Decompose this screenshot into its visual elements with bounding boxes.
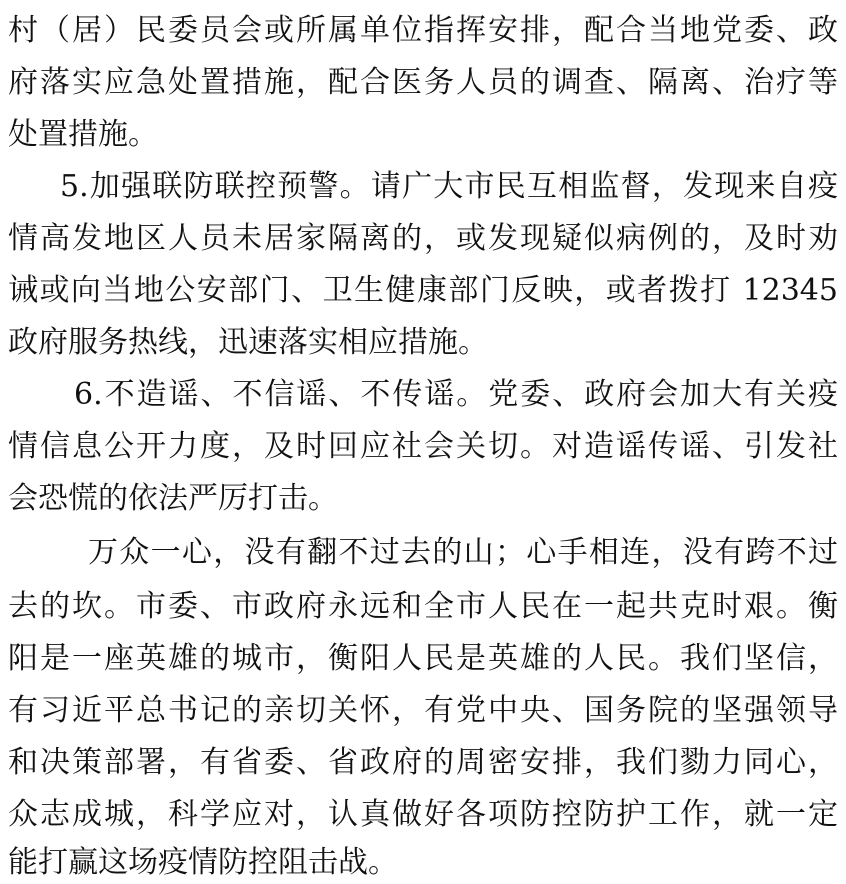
closing-last-line: 能打赢这场疫情防控阻击战。 [8,846,398,880]
closing-line: 有习近平总书记的亲切关怀，有党中央、国务院的坚强领导 [8,694,838,728]
item-5-line: 政府服务热线，迅速落实相应措施。 [8,326,488,360]
paragraph-line: 府落实应急处置措施，配合医务人员的调查、隔离、治疗等 [8,66,838,100]
item-5-heading-line: 5.加强联防联控预警。请广大市民互相监督，发现来自疫 [60,170,838,204]
item-6-heading-line: 6.不造谣、不信谣、不传谣。党委、政府会加大有关疫 [74,378,838,412]
item-6-line: 会恐慌的依法严厉打击。 [8,482,338,516]
paragraph-line: 处置措施。 [8,118,158,152]
closing-line: 阳是一座英雄的城市，衡阳人民是英雄的人民。我们坚信， [8,642,838,676]
item-5-line: 诫或向当地公安部门、卫生健康部门反映，或者拨打 12345 [8,274,838,308]
closing-line: 和决策部署，有省委、省政府的周密安排，我们勠力同心， [8,746,838,780]
item-6-line: 情信息公开力度，及时回应社会关切。对造谣传谣、引发社 [8,430,838,464]
item-5-line: 情高发地区人员未居家隔离的，或发现疑似病例的，及时劝 [8,222,838,256]
paragraph-line: 村（居）民委员会或所属单位指挥安排，配合当地党委、政 [8,14,838,48]
closing-line: 去的坎。市委、市政府永远和全市人民在一起共克时艰。衡 [8,590,838,624]
closing-line: 众志成城，科学应对，认真做好各项防控防护工作，就一定 [8,798,838,832]
closing-first-line: 万众一心，没有翻不过去的山；心手相连，没有跨不过 [88,536,838,570]
